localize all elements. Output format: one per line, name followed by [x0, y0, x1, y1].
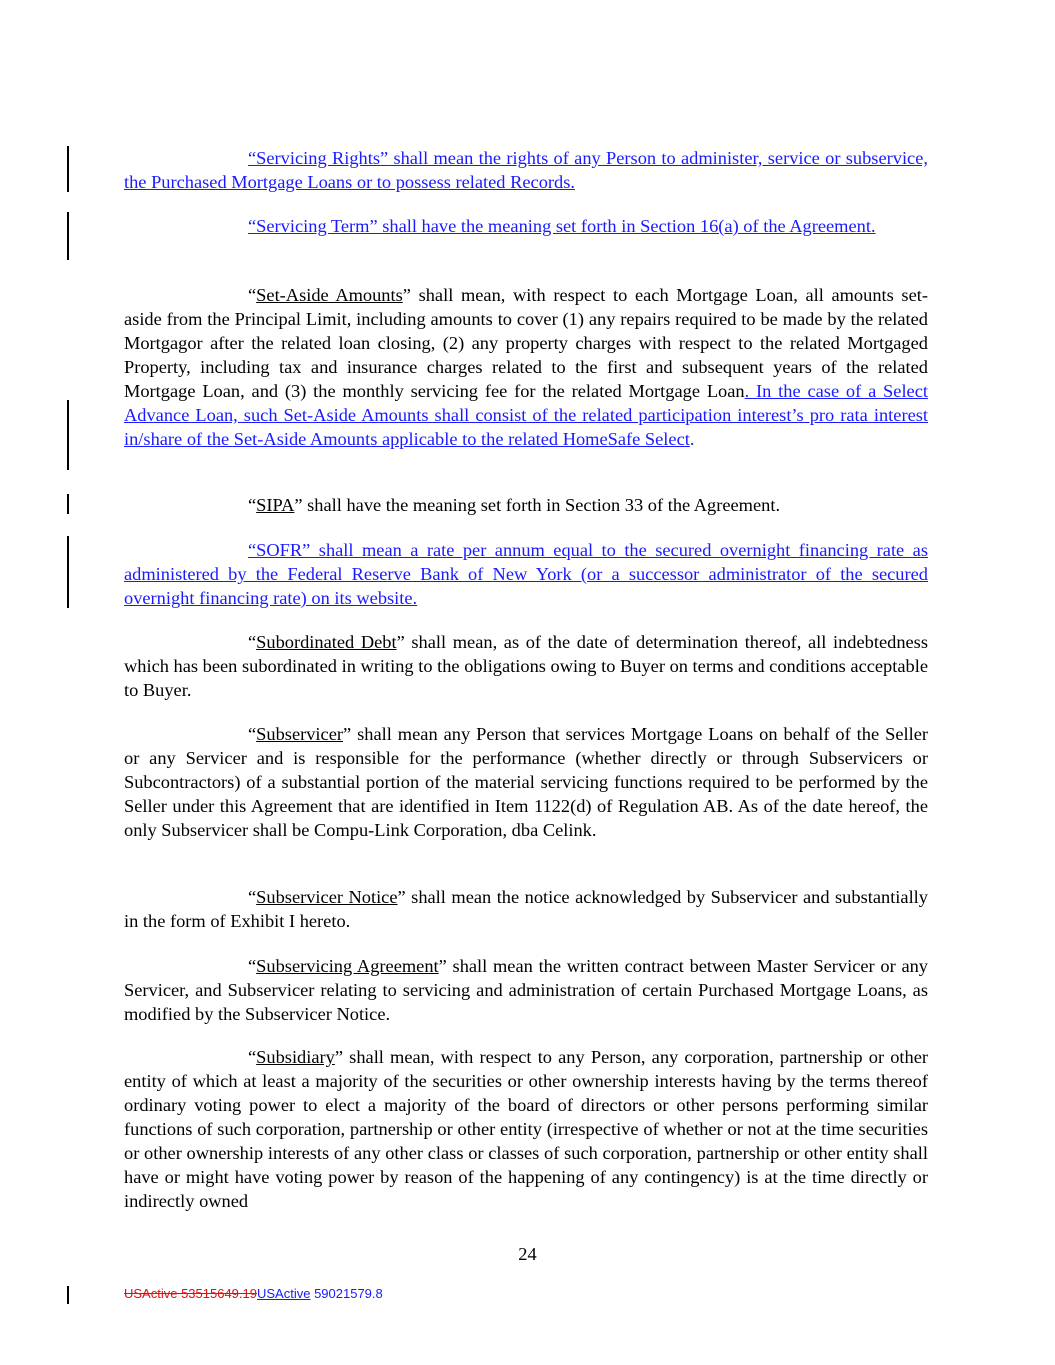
change-bar: [67, 536, 69, 608]
defined-term: Subordinated Debt: [256, 632, 397, 652]
definition-text: shall mean any Person that services Mortgage Loans on behalf of the Seller or any Servicer and is responsible for the performance (whether directly or through Subservicers or Subcontractors) of a substantial portion of the material servicing functions required to be performed by the Seller under this Agreement that are identified in Item 1122(d) of Regulation AB. As of the date hereof, the only Subservicer shall be Compu-Link Corporation, dba Celink.: [124, 724, 928, 840]
defined-term: Subservicer Notice: [256, 887, 398, 907]
change-bar: [67, 146, 69, 192]
change-bar: [67, 212, 69, 260]
definition-sipa: “SIPA” shall have the meaning set forth in Section 33 of the Agreement.: [248, 495, 781, 515]
inserted-text: [124, 540, 928, 608]
definition-text: shall mean a rate per annum equal to the secured overnight financing rate as administered by the Federal Reserve Bank of New York (or a successor administrator of the secured overnight financing rate) on its website.: [124, 540, 928, 608]
definition-subservicer-notice: “Subservicer Notice” shall mean the notice acknowledged by Subservicer and substantially in the form of Exhibit I hereto.: [124, 887, 928, 931]
inserted-text: [124, 148, 928, 192]
defined-term: Set-Aside Amounts: [256, 285, 403, 305]
inserted-text: . In the case of a Select Advance Loan, such Set-Aside Amounts shall consist of the related participation interest’s pro rata interest in/share of the Set-Aside Amounts applicable to the related HomeSafe Select: [124, 381, 928, 449]
defined-term: “Servicing Rights”: [248, 148, 389, 168]
definition-subservicing-agreement: “Subservicing Agreement” shall mean the written contract between Master Servicer or any Servicer, and Subservicer relating to servicing and administration of certain Purchased Mortgage Loans, as modified by the Subservicer Notice.: [124, 956, 928, 1024]
definition-subsidiary: “Subsidiary” shall mean, with respect to any Person, any corporation, partnership or other entity of which at least a majority of the securities or other ownership interests having by the terms thereof ordinary voting power to elect a majority of the board of directors or other persons performing similar functions of such corporation, partnership or other entity (irrespective of whether or not at the time securities or other ownership interests of any other class or classes of such corporation, partnership or other entity shall have or might have voting power by reason of the happening of any contingency) is at the time directly or indirectly owned: [124, 1047, 928, 1211]
definition-text: shall mean the notice acknowledged by Subservicer and substantially in the form of Exhibit I hereto.: [124, 887, 928, 931]
change-bar: [67, 400, 69, 470]
doc-id-number: 59021579.8: [310, 1286, 383, 1301]
inserted-doc-id: USActive: [256, 1286, 311, 1301]
definition-text: shall mean the rights of any Person to administer, service or subservice, the Purchased Mortgage Loans or to possess related Records.: [124, 148, 928, 192]
defined-term: Subservicer: [256, 724, 343, 744]
change-bar: [67, 494, 69, 514]
definition-servicing-term: [124, 214, 928, 238]
definition-set-aside-amounts: “Set-Aside Amounts” shall mean, with respect to each Mortgage Loan, all amounts set-aside from the Principal Limit, including amounts to cover (1) any repairs required to be made by the related Mortgagor after the related loan closing, (2) any property charges with respect to the related Mortgaged Property, including tax and insurance charges related to the first and subsequent years of the related Mortgage Loan, and (3) the monthly servicing fee for the related Mortgage Loan. In the case of a Select Advance Loan, such Set-Aside Amounts shall consist of the related participation interest’s pro rata interest in/share of the Set-Aside Amounts applicable to the related HomeSafe Select.: [124, 285, 928, 449]
definition-text: shall mean, as of the date of determination thereof, all indebtedness which has been subordinated in writing to the obligations owing to Buyer on terms and conditions acceptable to Buyer.: [124, 632, 928, 700]
definition-text: shall mean, with respect to any Person, any corporation, partnership or other entity of which at least a majority of the securities or other ownership interests having by the terms thereof ordinary voting power to elect a majority of the board of directors or other persons performing similar functions of such corporation, partnership or other entity (irrespective of whether or not at the time securities or other ownership interests of any other class or classes of such corporation, partnership or other entity shall have or might have voting power by reason of the happening of any contingency) is at the time directly or indirectly owned: [124, 1047, 928, 1211]
definition-servicing-rights: [124, 146, 928, 194]
defined-term: “SOFR”: [248, 540, 311, 560]
page-number: 24: [518, 1244, 537, 1264]
definition-text: shall mean, with respect to each Mortgage Loan, all amounts set-aside from the Principal Limit, including amounts to cover (1) any repairs required to be made by the related Mortgagor after the related loan closing, (2) any property charges with respect to the related Mortgaged Property, including tax and insurance charges related to the first and subsequent years of the related Mortgage Loan, and (3) the monthly servicing fee for the related Mortgage Loan: [124, 285, 928, 401]
definition-sofr: [124, 538, 928, 610]
defined-term: “Servicing Term”: [248, 216, 378, 236]
defined-term: SIPA: [256, 495, 295, 515]
definition-text: shall mean the written contract between Master Servicer or any Servicer, and Subservicer relating to servicing and administration of certain Purchased Mortgage Loans, as modified by the Subservicer Notice.: [124, 956, 928, 1024]
inserted-text: [248, 216, 876, 236]
definition-text: shall have the meaning set forth in Section 16(a) of the Agreement.: [377, 216, 876, 236]
change-bar: [67, 1286, 69, 1304]
definition-subordinated-debt: “Subordinated Debt” shall mean, as of the date of determination thereof, all indebtedness which has been subordinated in writing to the obligations owing to Buyer on terms and conditions acceptable to Buyer.: [124, 632, 928, 700]
defined-term: Subsidiary: [256, 1047, 335, 1067]
deleted-doc-id: USActive 53515649.19: [124, 1286, 257, 1301]
definition-subservicer: “Subservicer” shall mean any Person that services Mortgage Loans on behalf of the Seller or any Servicer and is responsible for the performance (whether directly or through Subservicers or Subcontractors) of a substantial portion of the material servicing functions required to be performed by the Seller under this Agreement that are identified in Item 1122(d) of Regulation AB. As of the date hereof, the only Subservicer shall be Compu-Link Corporation, dba Celink.: [124, 724, 928, 840]
document-footer: [124, 1286, 383, 1301]
defined-term: Subservicing Agreement: [256, 956, 439, 976]
definition-text: shall have the meaning set forth in Section 33 of the Agreement.: [302, 495, 781, 515]
